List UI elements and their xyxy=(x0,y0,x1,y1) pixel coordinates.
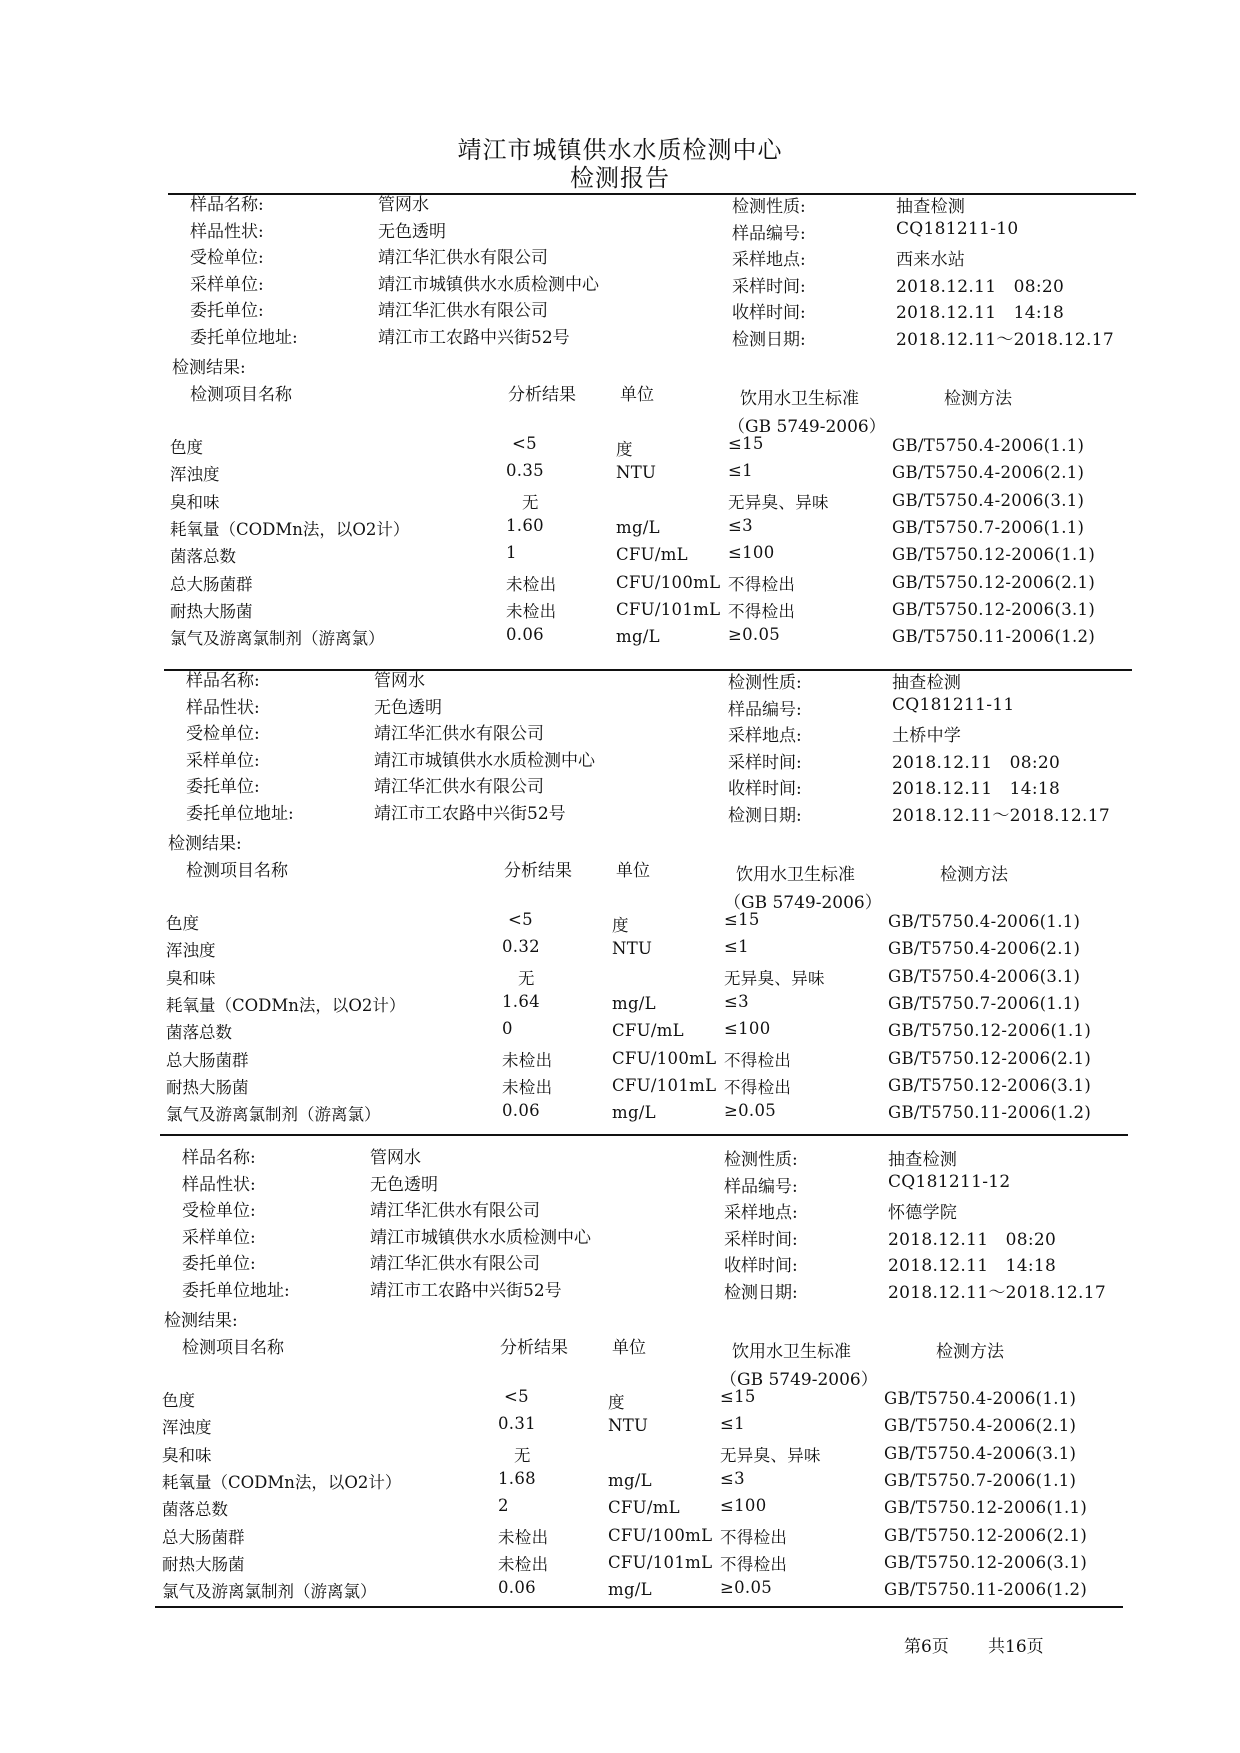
row-result: 0.06 xyxy=(502,1101,540,1121)
row-method: GB/T5750.4-2006(2.1) xyxy=(892,463,1085,483)
column-header-standard-sub: （GB 5749-2006） xyxy=(724,893,882,913)
label-client-unit: 委托单位: xyxy=(182,1254,256,1274)
value-sampling-unit: 靖江市城镇供水水质检测中心 xyxy=(374,750,595,771)
row-result: 0.32 xyxy=(502,937,540,957)
label-sample-state: 样品性状: xyxy=(186,697,260,718)
column-header-standard-sub: （GB 5749-2006） xyxy=(728,417,886,437)
value-test-nature: 抽查检测 xyxy=(896,197,966,217)
row-standard: ≤3 xyxy=(724,991,749,1011)
row-result: 无 xyxy=(514,1445,531,1465)
row-result: 未检出 xyxy=(502,1050,553,1070)
label-client-address: 委托单位地址: xyxy=(182,1280,290,1301)
row-unit: CFU/100mL xyxy=(612,1048,717,1068)
row-standard: ≤1 xyxy=(724,937,749,957)
row-result: 1 xyxy=(506,543,517,563)
row-unit: 度 xyxy=(616,440,633,459)
row-unit: mg/L xyxy=(608,1580,652,1600)
row-method: GB/T5750.11-2006(1.2) xyxy=(888,1103,1092,1123)
column-header-unit: 单位 xyxy=(612,1338,646,1358)
row-standard: ≤15 xyxy=(724,910,760,929)
report-title: 检测报告 xyxy=(570,164,670,192)
row-method: GB/T5750.4-2006(1.1) xyxy=(884,1389,1077,1408)
row-standard: 无异臭、异味 xyxy=(728,492,829,512)
value-sampling-time: 2018.12.11 08:20 xyxy=(892,752,1061,773)
column-header-unit: 单位 xyxy=(616,861,650,881)
row-unit: CFU/mL xyxy=(608,1498,680,1518)
column-header-unit: 单位 xyxy=(620,385,654,405)
row-result: <5 xyxy=(512,434,537,453)
row-method: GB/T5750.12-2006(1.1) xyxy=(884,1498,1088,1518)
value-sample-no: CQ181211-11 xyxy=(892,694,1015,715)
column-header-item: 检测项目名称 xyxy=(190,385,292,405)
value-sampling-site: 怀德学院 xyxy=(888,1203,958,1223)
value-sample-state: 无色透明 xyxy=(378,221,446,242)
label-sample-name: 样品名称: xyxy=(186,671,260,691)
row-standard: ≥0.05 xyxy=(720,1578,773,1598)
row-standard: 不得检出 xyxy=(728,601,796,621)
row-item: 耗氧量（CODMn法，以O2计） xyxy=(170,519,410,539)
row-item: 臭和味 xyxy=(162,1445,212,1465)
row-result: 无 xyxy=(522,492,539,512)
label-sampling-unit: 采样单位: xyxy=(190,274,264,295)
row-standard: 不得检出 xyxy=(724,1050,792,1070)
row-method: GB/T5750.12-2006(3.1) xyxy=(892,599,1096,619)
row-item: 总大肠菌群 xyxy=(170,574,253,594)
value-sample-no: CQ181211-12 xyxy=(888,1171,1011,1192)
row-unit: mg/L xyxy=(608,1470,652,1490)
value-client-address: 靖江市工农路中兴街52号 xyxy=(378,327,570,348)
results-heading: 检测结果: xyxy=(164,1311,238,1331)
row-standard: ≤100 xyxy=(724,1019,771,1039)
value-test-date: 2018.12.11～2018.12.17 xyxy=(896,329,1114,350)
row-unit: CFU/100mL xyxy=(608,1525,713,1545)
row-result: 0.31 xyxy=(498,1414,536,1434)
column-header-result: 分析结果 xyxy=(504,861,572,881)
row-standard: 无异臭、异味 xyxy=(720,1445,821,1465)
row-item: 色度 xyxy=(170,438,203,457)
row-item: 耗氧量（CODMn法，以O2计） xyxy=(162,1472,402,1492)
row-item: 浑浊度 xyxy=(166,941,216,961)
row-item: 耗氧量（CODMn法，以O2计） xyxy=(166,995,406,1015)
value-test-date: 2018.12.11～2018.12.17 xyxy=(892,805,1110,826)
section-divider xyxy=(160,1134,1128,1136)
column-header-standard-sub: （GB 5749-2006） xyxy=(720,1370,878,1390)
row-standard: 不得检出 xyxy=(720,1527,788,1547)
row-method: GB/T5750.12-2006(3.1) xyxy=(884,1552,1088,1572)
row-item: 氯气及游离氯制剂（游离氯） xyxy=(162,1582,377,1602)
row-standard: ≤15 xyxy=(728,434,764,453)
value-client-address: 靖江市工农路中兴街52号 xyxy=(374,803,566,824)
row-item: 臭和味 xyxy=(170,492,220,512)
value-receiving-time: 2018.12.11 14:18 xyxy=(896,303,1065,323)
label-client-unit: 委托单位: xyxy=(186,777,260,797)
value-inspected-unit: 靖江华汇供水有限公司 xyxy=(374,724,544,744)
row-item: 菌落总数 xyxy=(170,547,236,567)
page-total: 共16页 xyxy=(988,1637,1044,1657)
row-unit: NTU xyxy=(616,463,657,483)
row-item: 耐热大肠菌 xyxy=(162,1554,245,1574)
results-heading: 检测结果: xyxy=(172,358,246,378)
label-sampling-time: 采样时间: xyxy=(732,276,806,297)
column-header-result: 分析结果 xyxy=(500,1338,568,1358)
value-receiving-time: 2018.12.11 14:18 xyxy=(892,779,1061,799)
row-standard: ≤1 xyxy=(720,1414,745,1434)
row-method: GB/T5750.4-2006(3.1) xyxy=(884,1443,1077,1463)
row-standard: ≥0.05 xyxy=(728,625,781,645)
row-result: 未检出 xyxy=(506,601,557,621)
row-result: 未检出 xyxy=(502,1077,553,1097)
label-test-nature: 检测性质: xyxy=(732,197,806,217)
report-org-title: 靖江市城镇供水水质检测中心 xyxy=(457,136,783,164)
row-unit: mg/L xyxy=(616,627,660,647)
label-sampling-unit: 采样单位: xyxy=(182,1227,256,1248)
row-item: 氯气及游离氯制剂（游离氯） xyxy=(166,1105,381,1125)
column-header-method: 检测方法 xyxy=(940,865,1008,885)
row-method: GB/T5750.4-2006(1.1) xyxy=(888,912,1081,931)
row-unit: 度 xyxy=(608,1393,625,1412)
row-method: GB/T5750.11-2006(1.2) xyxy=(892,627,1096,647)
row-standard: 无异臭、异味 xyxy=(724,968,825,988)
row-standard: ≤15 xyxy=(720,1387,756,1406)
row-item: 氯气及游离氯制剂（游离氯） xyxy=(170,629,385,649)
label-sample-name: 样品名称: xyxy=(182,1148,256,1168)
results-heading: 检测结果: xyxy=(168,834,242,854)
value-sampling-unit: 靖江市城镇供水水质检测中心 xyxy=(370,1227,591,1248)
label-sample-no: 样品编号: xyxy=(724,1176,798,1197)
value-test-date: 2018.12.11～2018.12.17 xyxy=(888,1282,1106,1303)
row-method: GB/T5750.4-2006(3.1) xyxy=(892,490,1085,510)
row-standard: ≤100 xyxy=(720,1496,767,1516)
row-unit: 度 xyxy=(612,916,629,935)
row-result: 0 xyxy=(502,1019,513,1039)
row-item: 耐热大肠菌 xyxy=(166,1077,249,1097)
row-result: 未检出 xyxy=(498,1554,549,1574)
section-divider xyxy=(164,669,1132,671)
page-number: 第6页 xyxy=(904,1637,949,1657)
row-method: GB/T5750.12-2006(1.1) xyxy=(892,545,1096,565)
row-unit: CFU/mL xyxy=(612,1021,684,1041)
label-sampling-site: 采样地点: xyxy=(728,726,802,746)
row-standard: 不得检出 xyxy=(720,1554,788,1574)
row-method: GB/T5750.4-2006(3.1) xyxy=(888,966,1081,986)
value-sample-no: CQ181211-10 xyxy=(896,218,1019,239)
row-standard: 不得检出 xyxy=(724,1077,792,1097)
row-unit: CFU/101mL xyxy=(612,1075,717,1095)
row-method: GB/T5750.4-2006(2.1) xyxy=(884,1416,1077,1436)
label-sampling-time: 采样时间: xyxy=(728,752,802,773)
column-header-method: 检测方法 xyxy=(936,1342,1004,1362)
row-item: 浑浊度 xyxy=(170,465,220,485)
label-sampling-time: 采样时间: xyxy=(724,1229,798,1250)
value-sampling-site: 西来水站 xyxy=(896,250,966,270)
row-result: 1.64 xyxy=(502,991,540,1011)
label-sampling-unit: 采样单位: xyxy=(186,750,260,771)
label-test-nature: 检测性质: xyxy=(728,673,802,693)
row-unit: NTU xyxy=(612,939,653,959)
label-sampling-site: 采样地点: xyxy=(732,250,806,270)
row-unit: CFU/100mL xyxy=(616,572,721,592)
row-item: 浑浊度 xyxy=(162,1418,212,1438)
row-method: GB/T5750.7-2006(1.1) xyxy=(888,993,1081,1013)
value-sample-state: 无色透明 xyxy=(370,1174,438,1195)
label-receiving-time: 收样时间: xyxy=(728,779,802,799)
row-result: <5 xyxy=(508,910,533,929)
row-result: 0.06 xyxy=(498,1578,536,1598)
label-receiving-time: 收样时间: xyxy=(724,1256,798,1276)
row-method: GB/T5750.7-2006(1.1) xyxy=(884,1470,1077,1490)
row-result: <5 xyxy=(504,1387,529,1406)
row-standard: ≤3 xyxy=(720,1468,745,1488)
label-sample-no: 样品编号: xyxy=(728,699,802,720)
row-method: GB/T5750.12-2006(2.1) xyxy=(892,572,1096,592)
label-test-date: 检测日期: xyxy=(732,329,806,350)
label-test-nature: 检测性质: xyxy=(724,1150,798,1170)
row-result: 0.35 xyxy=(506,461,544,481)
column-header-result: 分析结果 xyxy=(508,385,576,405)
footer-divider xyxy=(155,1606,1123,1608)
value-sample-name: 管网水 xyxy=(378,195,429,215)
value-test-nature: 抽查检测 xyxy=(892,673,962,693)
label-sample-state: 样品性状: xyxy=(182,1174,256,1195)
row-result: 无 xyxy=(518,968,535,988)
column-header-standard: 饮用水卫生标准 xyxy=(740,389,859,409)
row-item: 菌落总数 xyxy=(166,1023,232,1043)
value-client-unit: 靖江华汇供水有限公司 xyxy=(370,1254,540,1274)
value-inspected-unit: 靖江华汇供水有限公司 xyxy=(370,1201,540,1221)
value-sampling-time: 2018.12.11 08:20 xyxy=(896,276,1065,297)
row-unit: CFU/101mL xyxy=(616,599,721,619)
label-inspected-unit: 受检单位: xyxy=(182,1201,256,1221)
label-inspected-unit: 受检单位: xyxy=(186,724,260,744)
label-sample-name: 样品名称: xyxy=(190,195,264,215)
row-method: GB/T5750.11-2006(1.2) xyxy=(884,1580,1088,1600)
row-result: 0.06 xyxy=(506,625,544,645)
row-item: 色度 xyxy=(166,914,199,933)
value-test-nature: 抽查检测 xyxy=(888,1150,958,1170)
row-unit: mg/L xyxy=(612,1103,656,1123)
row-unit: CFU/101mL xyxy=(608,1552,713,1572)
value-sample-name: 管网水 xyxy=(374,671,425,691)
value-client-unit: 靖江华汇供水有限公司 xyxy=(374,777,544,797)
row-unit: NTU xyxy=(608,1416,649,1436)
row-method: GB/T5750.12-2006(1.1) xyxy=(888,1021,1092,1041)
column-header-standard: 饮用水卫生标准 xyxy=(736,865,855,885)
value-sample-state: 无色透明 xyxy=(374,697,442,718)
label-inspected-unit: 受检单位: xyxy=(190,248,264,268)
row-result: 2 xyxy=(498,1496,509,1516)
column-header-item: 检测项目名称 xyxy=(186,861,288,881)
column-header-standard: 饮用水卫生标准 xyxy=(732,1342,851,1362)
row-standard: ≤3 xyxy=(728,515,753,535)
row-method: GB/T5750.12-2006(2.1) xyxy=(888,1048,1092,1068)
row-item: 总大肠菌群 xyxy=(162,1527,245,1547)
label-receiving-time: 收样时间: xyxy=(732,303,806,323)
row-unit: CFU/mL xyxy=(616,545,688,565)
row-item: 臭和味 xyxy=(166,968,216,988)
row-result: 1.60 xyxy=(506,515,544,535)
value-inspected-unit: 靖江华汇供水有限公司 xyxy=(378,248,548,268)
row-result: 未检出 xyxy=(498,1527,549,1547)
row-result: 未检出 xyxy=(506,574,557,594)
value-sampling-time: 2018.12.11 08:20 xyxy=(888,1229,1057,1250)
row-standard: ≥0.05 xyxy=(724,1101,777,1121)
label-sample-state: 样品性状: xyxy=(190,221,264,242)
row-item: 菌落总数 xyxy=(162,1500,228,1520)
row-item: 总大肠菌群 xyxy=(166,1050,249,1070)
row-method: GB/T5750.7-2006(1.1) xyxy=(892,517,1085,537)
row-standard: 不得检出 xyxy=(728,574,796,594)
column-header-method: 检测方法 xyxy=(944,389,1012,409)
label-client-address: 委托单位地址: xyxy=(190,327,298,348)
label-test-date: 检测日期: xyxy=(724,1282,798,1303)
label-sample-no: 样品编号: xyxy=(732,223,806,244)
row-item: 耐热大肠菌 xyxy=(170,601,253,621)
value-client-unit: 靖江华汇供水有限公司 xyxy=(378,301,548,321)
value-receiving-time: 2018.12.11 14:18 xyxy=(888,1256,1057,1276)
row-unit: mg/L xyxy=(616,517,660,537)
column-header-item: 检测项目名称 xyxy=(182,1338,284,1358)
label-test-date: 检测日期: xyxy=(728,805,802,826)
label-sampling-site: 采样地点: xyxy=(724,1203,798,1223)
value-sampling-unit: 靖江市城镇供水水质检测中心 xyxy=(378,274,599,295)
row-method: GB/T5750.4-2006(2.1) xyxy=(888,939,1081,959)
label-client-unit: 委托单位: xyxy=(190,301,264,321)
row-standard: ≤100 xyxy=(728,543,775,563)
row-method: GB/T5750.12-2006(3.1) xyxy=(888,1075,1092,1095)
value-sampling-site: 土桥中学 xyxy=(892,726,962,746)
row-result: 1.68 xyxy=(498,1468,536,1488)
label-client-address: 委托单位地址: xyxy=(186,803,294,824)
value-sample-name: 管网水 xyxy=(370,1148,421,1168)
row-method: GB/T5750.12-2006(2.1) xyxy=(884,1525,1088,1545)
row-unit: mg/L xyxy=(612,993,656,1013)
row-method: GB/T5750.4-2006(1.1) xyxy=(892,436,1085,455)
value-client-address: 靖江市工农路中兴街52号 xyxy=(370,1280,562,1301)
row-standard: ≤1 xyxy=(728,461,753,481)
row-item: 色度 xyxy=(162,1391,195,1410)
